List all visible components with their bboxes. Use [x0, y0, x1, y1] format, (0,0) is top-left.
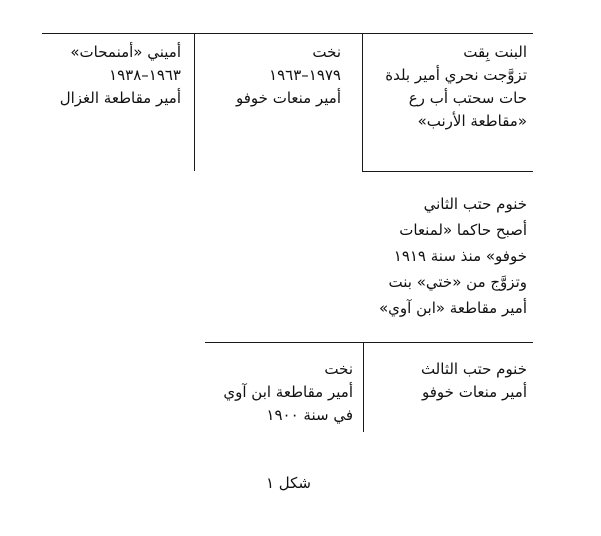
daughter-bqet-node — [385, 41, 527, 133]
khnumhotep-3-title: أمير منعات خوفو — [422, 383, 527, 401]
khnumhotep-2-node — [379, 191, 527, 321]
bottom-branch-line — [363, 342, 364, 432]
khnumhotep-2-line-2: أصبح حاكما «لمنعات — [399, 221, 527, 239]
nakht-2-title: أمير مقاطعة ابن آوي — [223, 383, 353, 401]
nakht-node — [236, 41, 341, 110]
khnumhotep-2-line-5: أمير مقاطعة «ابن آوي» — [379, 299, 527, 317]
top-horizontal-line — [42, 33, 533, 34]
ameni-title: أمير مقاطعة الغزال — [59, 89, 181, 107]
ameni-branch-line — [194, 33, 195, 171]
nakht-branch-line — [362, 33, 363, 171]
khnumhotep-2-line-3: خوفو» منذ سنة ١٩١٩ — [393, 247, 527, 265]
bottom-horizontal-line — [205, 342, 533, 343]
nakht-2-node — [223, 358, 353, 427]
nakht-name: نخت — [312, 43, 341, 61]
ameni-name: أميني «أمنمحات» — [70, 43, 181, 61]
khnumhotep-2-line-1: خنوم حتب الثاني — [423, 195, 527, 213]
ameni-node — [60, 41, 181, 110]
khnumhotep-2-line-4: وتزوَّج من «ختي» بنت — [388, 273, 527, 291]
ameni-years: ١٩٦٣–١٩٣٨ — [109, 66, 181, 84]
nakht-years: ١٩٧٩–١٩٦٣ — [269, 66, 341, 84]
nakht-2-year: في سنة ١٩٠٠ — [266, 406, 353, 424]
daughter-detail-2: حات سحتب أب رع — [408, 89, 527, 107]
daughter-detail-3: «مقاطعة الأرنب» — [417, 112, 527, 130]
khnumhotep-3-name: خنوم حتب الثالث — [420, 360, 527, 378]
nakht-2-name: نخت — [324, 360, 353, 378]
daughter-name: البنت بِقت — [463, 43, 527, 61]
khnumhotep-3-node — [421, 358, 527, 404]
figure-caption: شكل ١ — [265, 474, 311, 492]
nakht-title: أمير منعات خوفو — [236, 89, 341, 107]
daughter-detail-1: تزوَّجت نحري أمير بلدة — [385, 66, 527, 84]
daughter-base-line — [362, 171, 533, 172]
